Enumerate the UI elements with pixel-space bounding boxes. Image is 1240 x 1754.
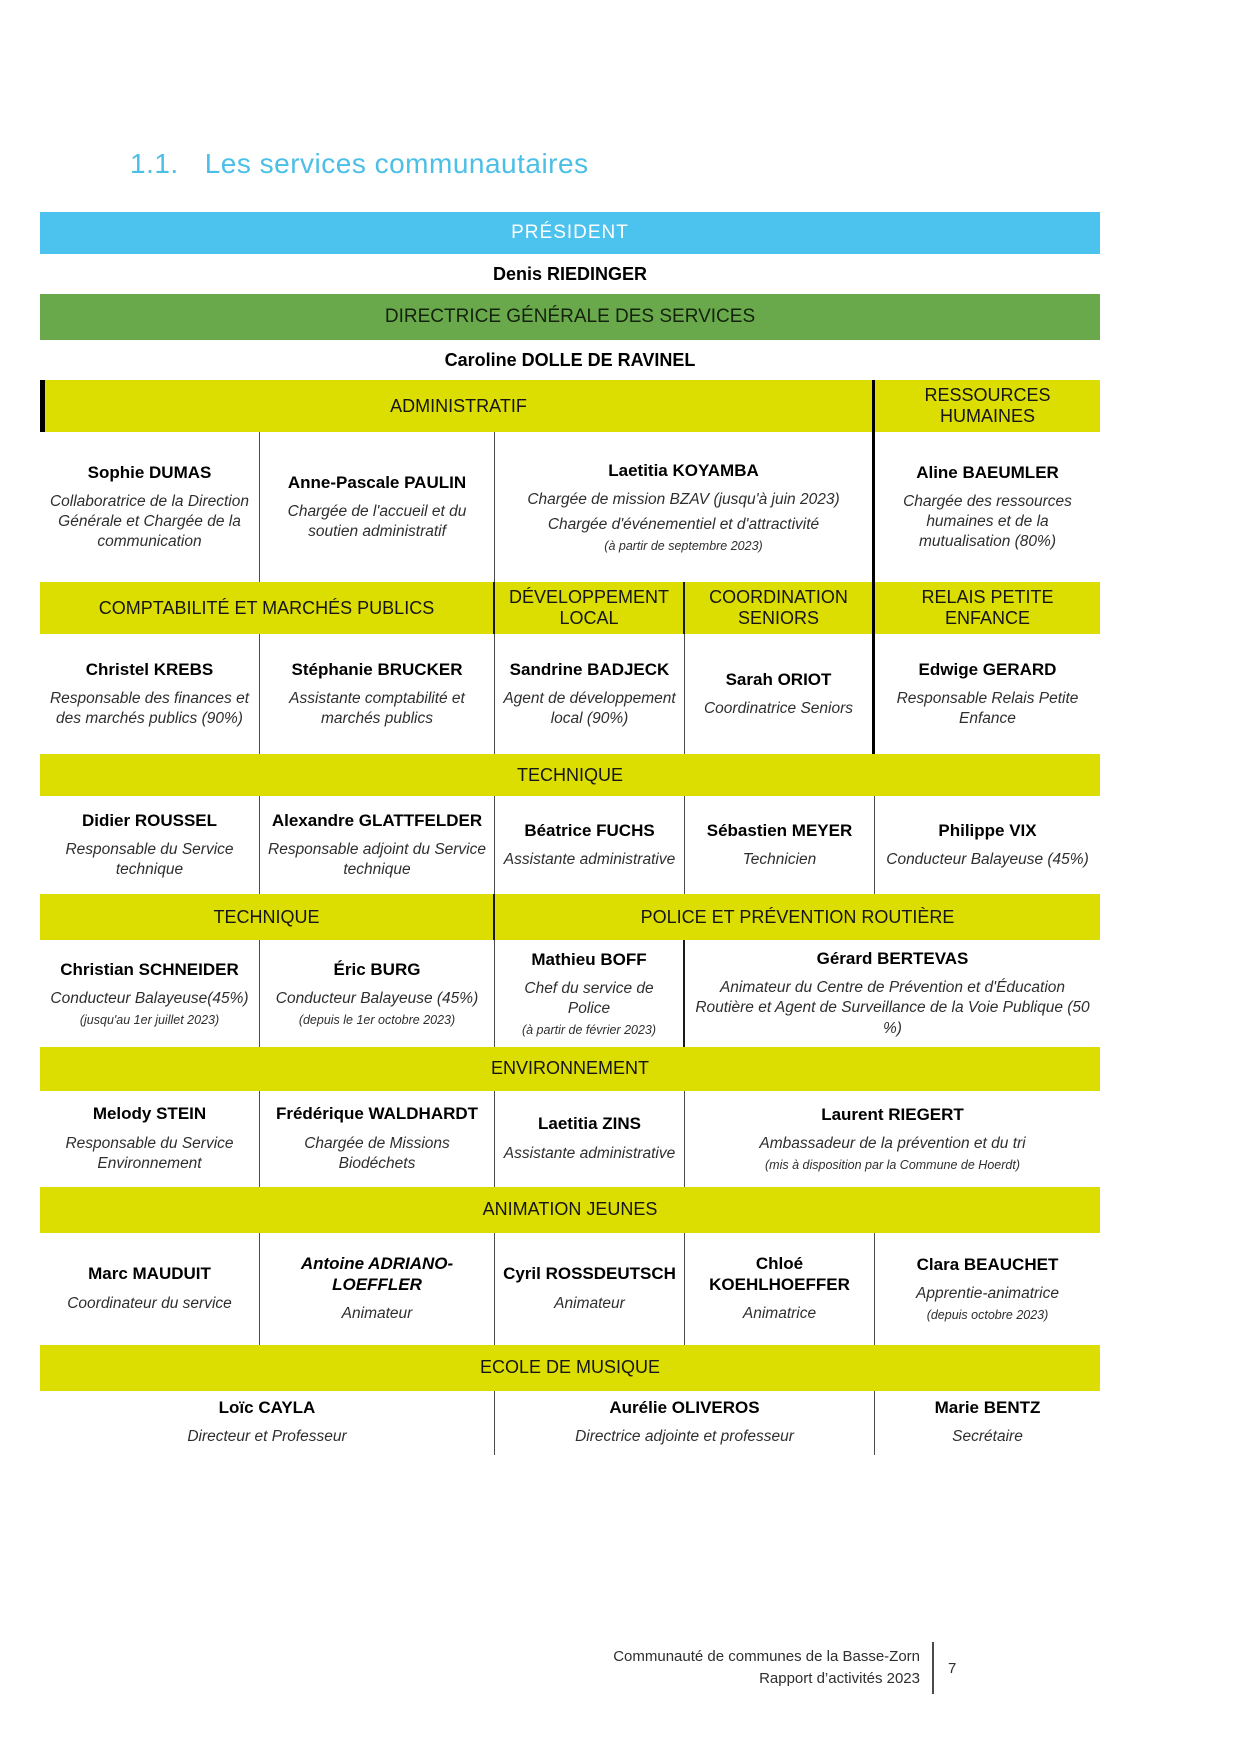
person-cell-stein bbox=[40, 1091, 260, 1187]
person-role: Directeur et Professeur bbox=[187, 1427, 347, 1445]
footer-line-2: Rapport d’activités 2023 bbox=[759, 1670, 920, 1687]
person-cell-meyer bbox=[685, 796, 875, 894]
footer-divider bbox=[932, 1642, 934, 1694]
person-cell-schneider bbox=[40, 940, 260, 1047]
person-cell-badjeck bbox=[495, 634, 685, 754]
row-musique bbox=[40, 1391, 1100, 1465]
person-role: Assistante administrative bbox=[503, 851, 676, 869]
person-role: Coordinateur du service bbox=[67, 1294, 232, 1312]
person-role: Conducteur Balayeuse (45%) bbox=[275, 989, 479, 1007]
person-name: Marie BENTZ bbox=[934, 1397, 1041, 1417]
person-cell-bertevas bbox=[685, 940, 1100, 1047]
band-technique-2: TECHNIQUE bbox=[40, 894, 495, 940]
person-role: Technicien bbox=[742, 851, 817, 869]
person-role: Directrice adjointe et professeur bbox=[575, 1427, 794, 1445]
person-role-note: (mis à disposition par la Commune de Hoerdt) bbox=[765, 1158, 1020, 1173]
person-name: Loïc CAYLA bbox=[218, 1397, 316, 1417]
person-role: Responsable des finances et des marchés publics (90%) bbox=[49, 689, 250, 728]
page-title bbox=[130, 148, 589, 180]
person-cell-riegert bbox=[685, 1091, 1100, 1187]
person-name: Sophie DUMAS bbox=[87, 462, 212, 482]
person-name: Laurent RIEGERT bbox=[821, 1104, 964, 1124]
person-cell-gerard bbox=[875, 634, 1100, 754]
band-police: POLICE ET PRÉVENTION ROUTIÈRE bbox=[495, 894, 1100, 940]
person-name: Sébastien MEYER bbox=[706, 820, 853, 840]
band-ecole-de-musique: ECOLE DE MUSIQUE bbox=[40, 1345, 1100, 1391]
band-president: PRÉSIDENT bbox=[40, 212, 1100, 254]
person-role: Animateur bbox=[554, 1294, 625, 1312]
person-name: Cyril ROSSDEUTSCH bbox=[503, 1264, 676, 1284]
person-name: Frédérique WALDHARDT bbox=[275, 1104, 479, 1124]
person-name: Christian SCHNEIDER bbox=[60, 959, 239, 979]
person-role: Collaboratrice de la Direction Générale et Chargée de la communication bbox=[49, 492, 249, 551]
person-role: Chargée des ressources humaines et de la mutualisation (80%) bbox=[903, 492, 1072, 551]
person-name: Alexandre GLATTFELDER bbox=[271, 810, 483, 830]
person-role: Agent de développement local (90%) bbox=[503, 689, 676, 728]
row-police bbox=[40, 940, 1100, 1047]
president-name: Denis RIEDINGER bbox=[492, 263, 648, 284]
person-name: Philippe VIX bbox=[938, 820, 1037, 840]
person-role: Conducteur Balayeuse(45%) bbox=[50, 989, 249, 1007]
person-name: Anne-Pascale PAULIN bbox=[287, 472, 467, 492]
dgs-name: Caroline DOLLE DE RAVINEL bbox=[444, 349, 696, 370]
person-role: Ambassadeur de la prévention et du tri bbox=[759, 1135, 1026, 1153]
person-role-2: Chargée d'événementiel et d'attractivité bbox=[547, 516, 820, 534]
band-row-administratif bbox=[40, 380, 1100, 432]
footer-line-1: Communauté de communes de la Basse-Zorn bbox=[613, 1648, 920, 1666]
person-name: Aline BAEUMLER bbox=[916, 462, 1059, 482]
person-cell-waldhardt bbox=[260, 1091, 495, 1187]
person-name: Aurélie OLIVEROS bbox=[609, 1397, 760, 1417]
footer-text bbox=[520, 1646, 920, 1690]
person-role: Chargée de l'accueil et du soutien administratif bbox=[287, 502, 467, 541]
person-cell-boff bbox=[495, 940, 685, 1047]
row-animation bbox=[40, 1233, 1100, 1345]
person-role: Responsable Relais Petite Enfance bbox=[896, 689, 1079, 728]
person-name: Melody STEIN bbox=[92, 1104, 207, 1124]
person-cell-paulin bbox=[260, 432, 495, 582]
person-role-note: (à partir de février 2023) bbox=[521, 1023, 657, 1038]
row-technique bbox=[40, 796, 1100, 894]
person-cell-adriano bbox=[260, 1233, 495, 1345]
band-administratif: ADMINISTRATIF bbox=[40, 380, 875, 432]
person-role: Animateur bbox=[341, 1305, 413, 1323]
person-name: Antoine ADRIANO-LOEFFLER bbox=[300, 1253, 454, 1295]
band-developpement-local: DÉVELOPPEMENT LOCAL bbox=[495, 582, 685, 634]
person-role: Assistante comptabilité et marchés publics bbox=[289, 689, 465, 728]
person-cell-roussel bbox=[40, 796, 260, 894]
person-cell-krebs bbox=[40, 634, 260, 754]
person-cell-beauchet bbox=[875, 1233, 1100, 1345]
person-cell-koehlhoeffer bbox=[685, 1233, 875, 1345]
person-name: Didier ROUSSEL bbox=[81, 810, 218, 830]
person-cell-bentz bbox=[875, 1391, 1100, 1455]
band-row-technique-police bbox=[40, 894, 1100, 940]
person-cell-brucker bbox=[260, 634, 495, 754]
person-role: Conducteur Balayeuse (45%) bbox=[886, 851, 1089, 869]
person-role: Responsable du Service Environnement bbox=[65, 1134, 234, 1172]
band-comptabilite: COMPTABILITÉ ET MARCHÉS PUBLICS bbox=[40, 582, 495, 634]
person-cell-rossdeutsch bbox=[495, 1233, 685, 1345]
row-environnement bbox=[40, 1091, 1100, 1187]
person-role-note: (à partir de septembre 2023) bbox=[604, 539, 763, 554]
person-role-note: (jusqu'au 1er juillet 2023) bbox=[79, 1013, 220, 1028]
band-row-comptabilite bbox=[40, 582, 1100, 634]
section-title-text: Les services communautaires bbox=[204, 148, 589, 179]
section-number: 1.1. bbox=[130, 148, 179, 179]
person-cell-oriot bbox=[685, 634, 875, 754]
person-name: Mathieu BOFF bbox=[531, 949, 647, 969]
person-role: Chef du service de Police bbox=[524, 979, 654, 1017]
person-name: Sarah ORIOT bbox=[725, 669, 832, 689]
person-cell-burg bbox=[260, 940, 495, 1047]
row-comptabilite bbox=[40, 634, 1100, 754]
person-role-note: (depuis le 1er octobre 2023) bbox=[298, 1013, 456, 1028]
person-name: Clara BEAUCHET bbox=[916, 1254, 1059, 1274]
person-cell-baeumler bbox=[875, 432, 1100, 582]
person-name: Gérard BERTEVAS bbox=[816, 949, 969, 968]
person-name: Éric BURG bbox=[333, 959, 421, 979]
person-cell-cayla bbox=[40, 1391, 495, 1455]
person-cell-fuchs bbox=[495, 796, 685, 894]
person-role: Assistante administrative bbox=[503, 1144, 676, 1162]
person-name: Stéphanie BRUCKER bbox=[291, 659, 463, 679]
page-number: 7 bbox=[948, 1659, 957, 1677]
person-role: Apprentie-animatrice bbox=[915, 1285, 1059, 1303]
person-role-note: (depuis octobre 2023) bbox=[926, 1308, 1049, 1323]
person-role: Secrétaire bbox=[952, 1427, 1023, 1445]
band-dgs: DIRECTRICE GÉNÉRALE DES SERVICES bbox=[40, 294, 1100, 340]
person-role: Chargée de mission BZAV (jusqu'à juin 2023) bbox=[527, 490, 840, 508]
band-animation-jeunes: ANIMATION JEUNES bbox=[40, 1187, 1100, 1233]
person-cell-dumas bbox=[40, 432, 260, 582]
person-cell-mauduit bbox=[40, 1233, 260, 1345]
person-name: Laetitia ZINS bbox=[538, 1114, 641, 1134]
band-environnement: ENVIRONNEMENT bbox=[40, 1047, 1100, 1091]
person-role: Animatrice bbox=[742, 1305, 817, 1323]
person-cell-koyamba bbox=[495, 432, 875, 582]
person-name: Edwige GERARD bbox=[918, 659, 1057, 679]
page-footer bbox=[520, 1642, 980, 1694]
band-relais-petite-enfance: RELAIS PETITE ENFANCE bbox=[875, 582, 1100, 634]
person-cell-oliveros bbox=[495, 1391, 875, 1455]
person-role: Responsable du Service technique bbox=[65, 840, 234, 879]
person-name: Marc MAUDUIT bbox=[88, 1264, 211, 1284]
row-administratif bbox=[40, 432, 1100, 582]
band-technique-1: TECHNIQUE bbox=[40, 754, 1100, 796]
person-cell-vix bbox=[875, 796, 1100, 894]
person-role: Coordinatrice Seniors bbox=[703, 700, 854, 718]
person-name: Christel KREBS bbox=[85, 659, 214, 679]
person-cell-zins bbox=[495, 1091, 685, 1187]
person-role: Animateur du Centre de Prévention et d'Éducation Routière et Agent de Surveillance de la Voie Publique (50 %) bbox=[695, 979, 1090, 1037]
person-name: Sandrine BADJECK bbox=[509, 659, 670, 679]
org-chart bbox=[40, 212, 1100, 1465]
person-cell-glattfelder bbox=[260, 796, 495, 894]
band-coordination-seniors: COORDINATION SENIORS bbox=[685, 582, 875, 634]
person-name: Béatrice FUCHS bbox=[524, 820, 655, 840]
person-name: Laetitia KOYAMBA bbox=[608, 460, 759, 480]
person-role: Responsable adjoint du Service technique bbox=[268, 840, 486, 879]
person-name: Chloé KOEHLHOEFFER bbox=[709, 1253, 850, 1295]
band-ressources-humaines: RESSOURCES HUMAINES bbox=[875, 380, 1100, 432]
person-role: Chargée de Missions Biodéchets bbox=[304, 1134, 450, 1172]
